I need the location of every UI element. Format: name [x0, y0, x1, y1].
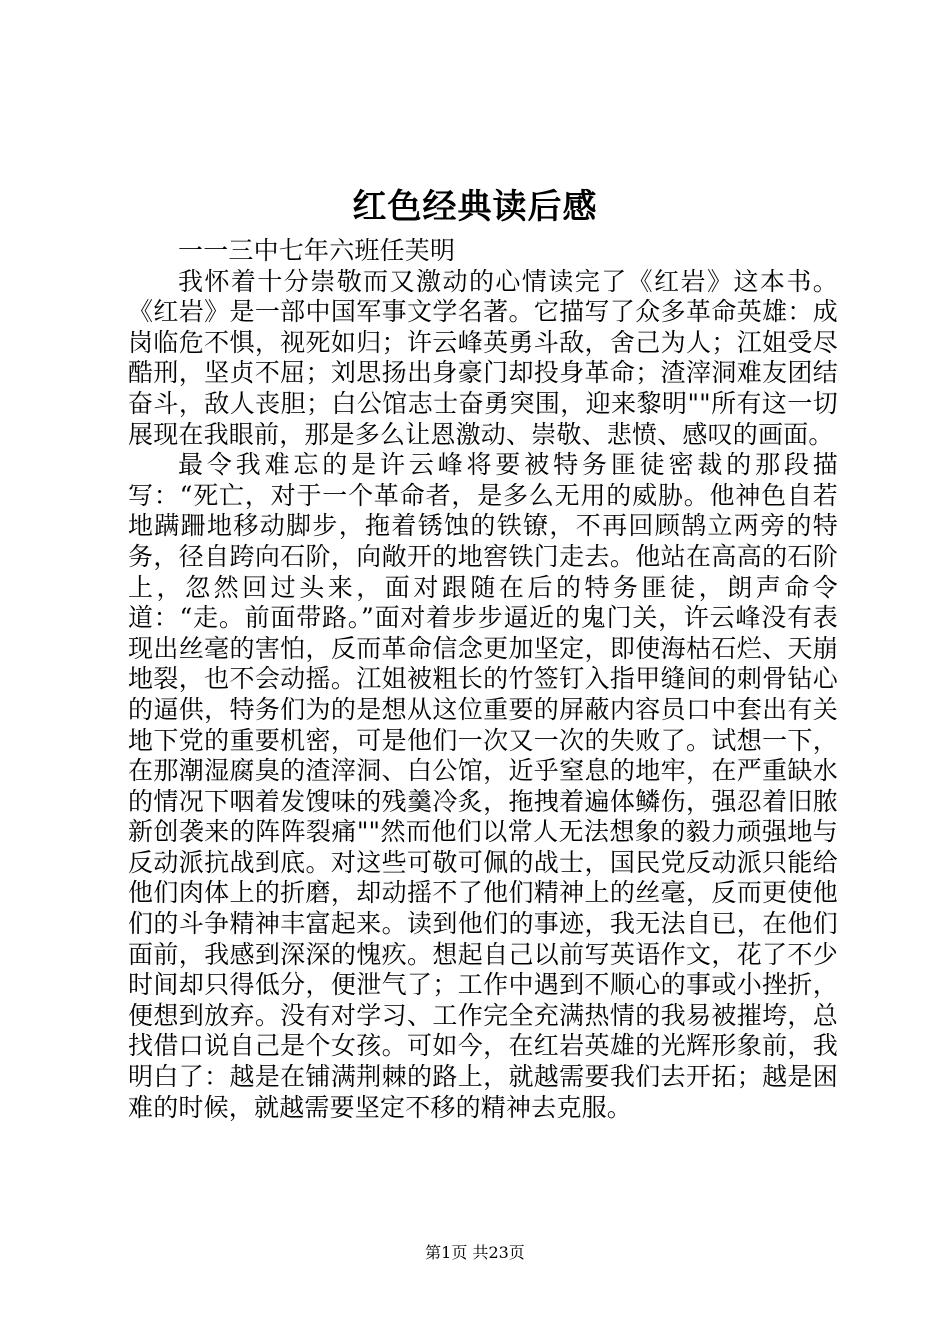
author-line: 一一三中七年六班任芙明: [178, 236, 456, 265]
paragraph-2: 最令我难忘的是许云峰将要被特务匪徒密裁的那段描写：“死亡，对于一个革命者，是多么无用的威胁。他神色自若地蹒跚地移动脚步，拖着锈蚀的铁镣，不再回顾鹄立两旁的特务，径自跨向石阶，向敞开的地窖铁门走去。他站在高高的石阶上，忽然回过头来，面对跟随在后的特务匪徒，朗声命令道：“走。前面带路。”面对着步步逼近的鬼门关，许云峰没有表现出丝毫的害怕，反而革命信念更加坚定，即使海枯石烂、天崩地裂，也不会动摇。江姐被粗长的竹签钉入指甲缝间的刺骨钻心的逼供，特务们为的是想从这位重要的屏蔽内容员口中套出有关地下党的重要机密，可是他们一次又一次的失败了。试想一下，在那潮湿腐臭的渣滓洞、白公馆，近乎窒息的地牢，在严重缺水的情况下咽着发馊味的残羹冷炙，拖拽着遍体鳞伤，强忍着旧脓新创袭来的阵阵裂痛""然而他们以常人无法想象的毅力顽强地与反动派抗战到底。对这些可敬可佩的战士，国民党反动派只能给他们肉体上的折磨，却动摇不了他们精神上的丝毫，反而更使他们的斗争精神丰富起来。读到他们的事迹，我无法自已，在他们面前，我感到深深的愧疚。想起自己以前写英语作文，花了不少时间却只得低分，便泄气了；工作中遇到不顺心的事或小挫折，便想到放弃。没有对学习、工作完全充满热情的我易被摧垮，总找借口说自己是个女孩。可如今，在红岩英雄的光辉形象前，我明白了：越是在铺满荆棘的路上，就越需要我们去开拓；越是困难的时候，就越需要坚定不移的精神去克服。: [128, 450, 838, 1122]
document-title: 红色经典读后感: [352, 187, 598, 227]
document-body: [128, 236, 838, 1123]
paragraph-1: 我怀着十分崇敬而又激动的心情读完了《红岩》这本书。《红岩》是一部中国军事文学名著。它描写了众多革命英雄：成岗临危不惧，视死如归；许云峰英勇斗敌，舍己为人；江姐受尽酷刑，坚贞不屈；刘思扬出身豪门却投身革命；渣滓洞难友团结奋斗，敌人丧胆；白公馆志士奋勇突围，迎来黎明""所有这一切展现在我眼前，那是多么让恩激动、崇敬、悲愤、感叹的画面。: [128, 266, 838, 449]
page-footer: 第1页 共23页: [425, 1243, 525, 1262]
